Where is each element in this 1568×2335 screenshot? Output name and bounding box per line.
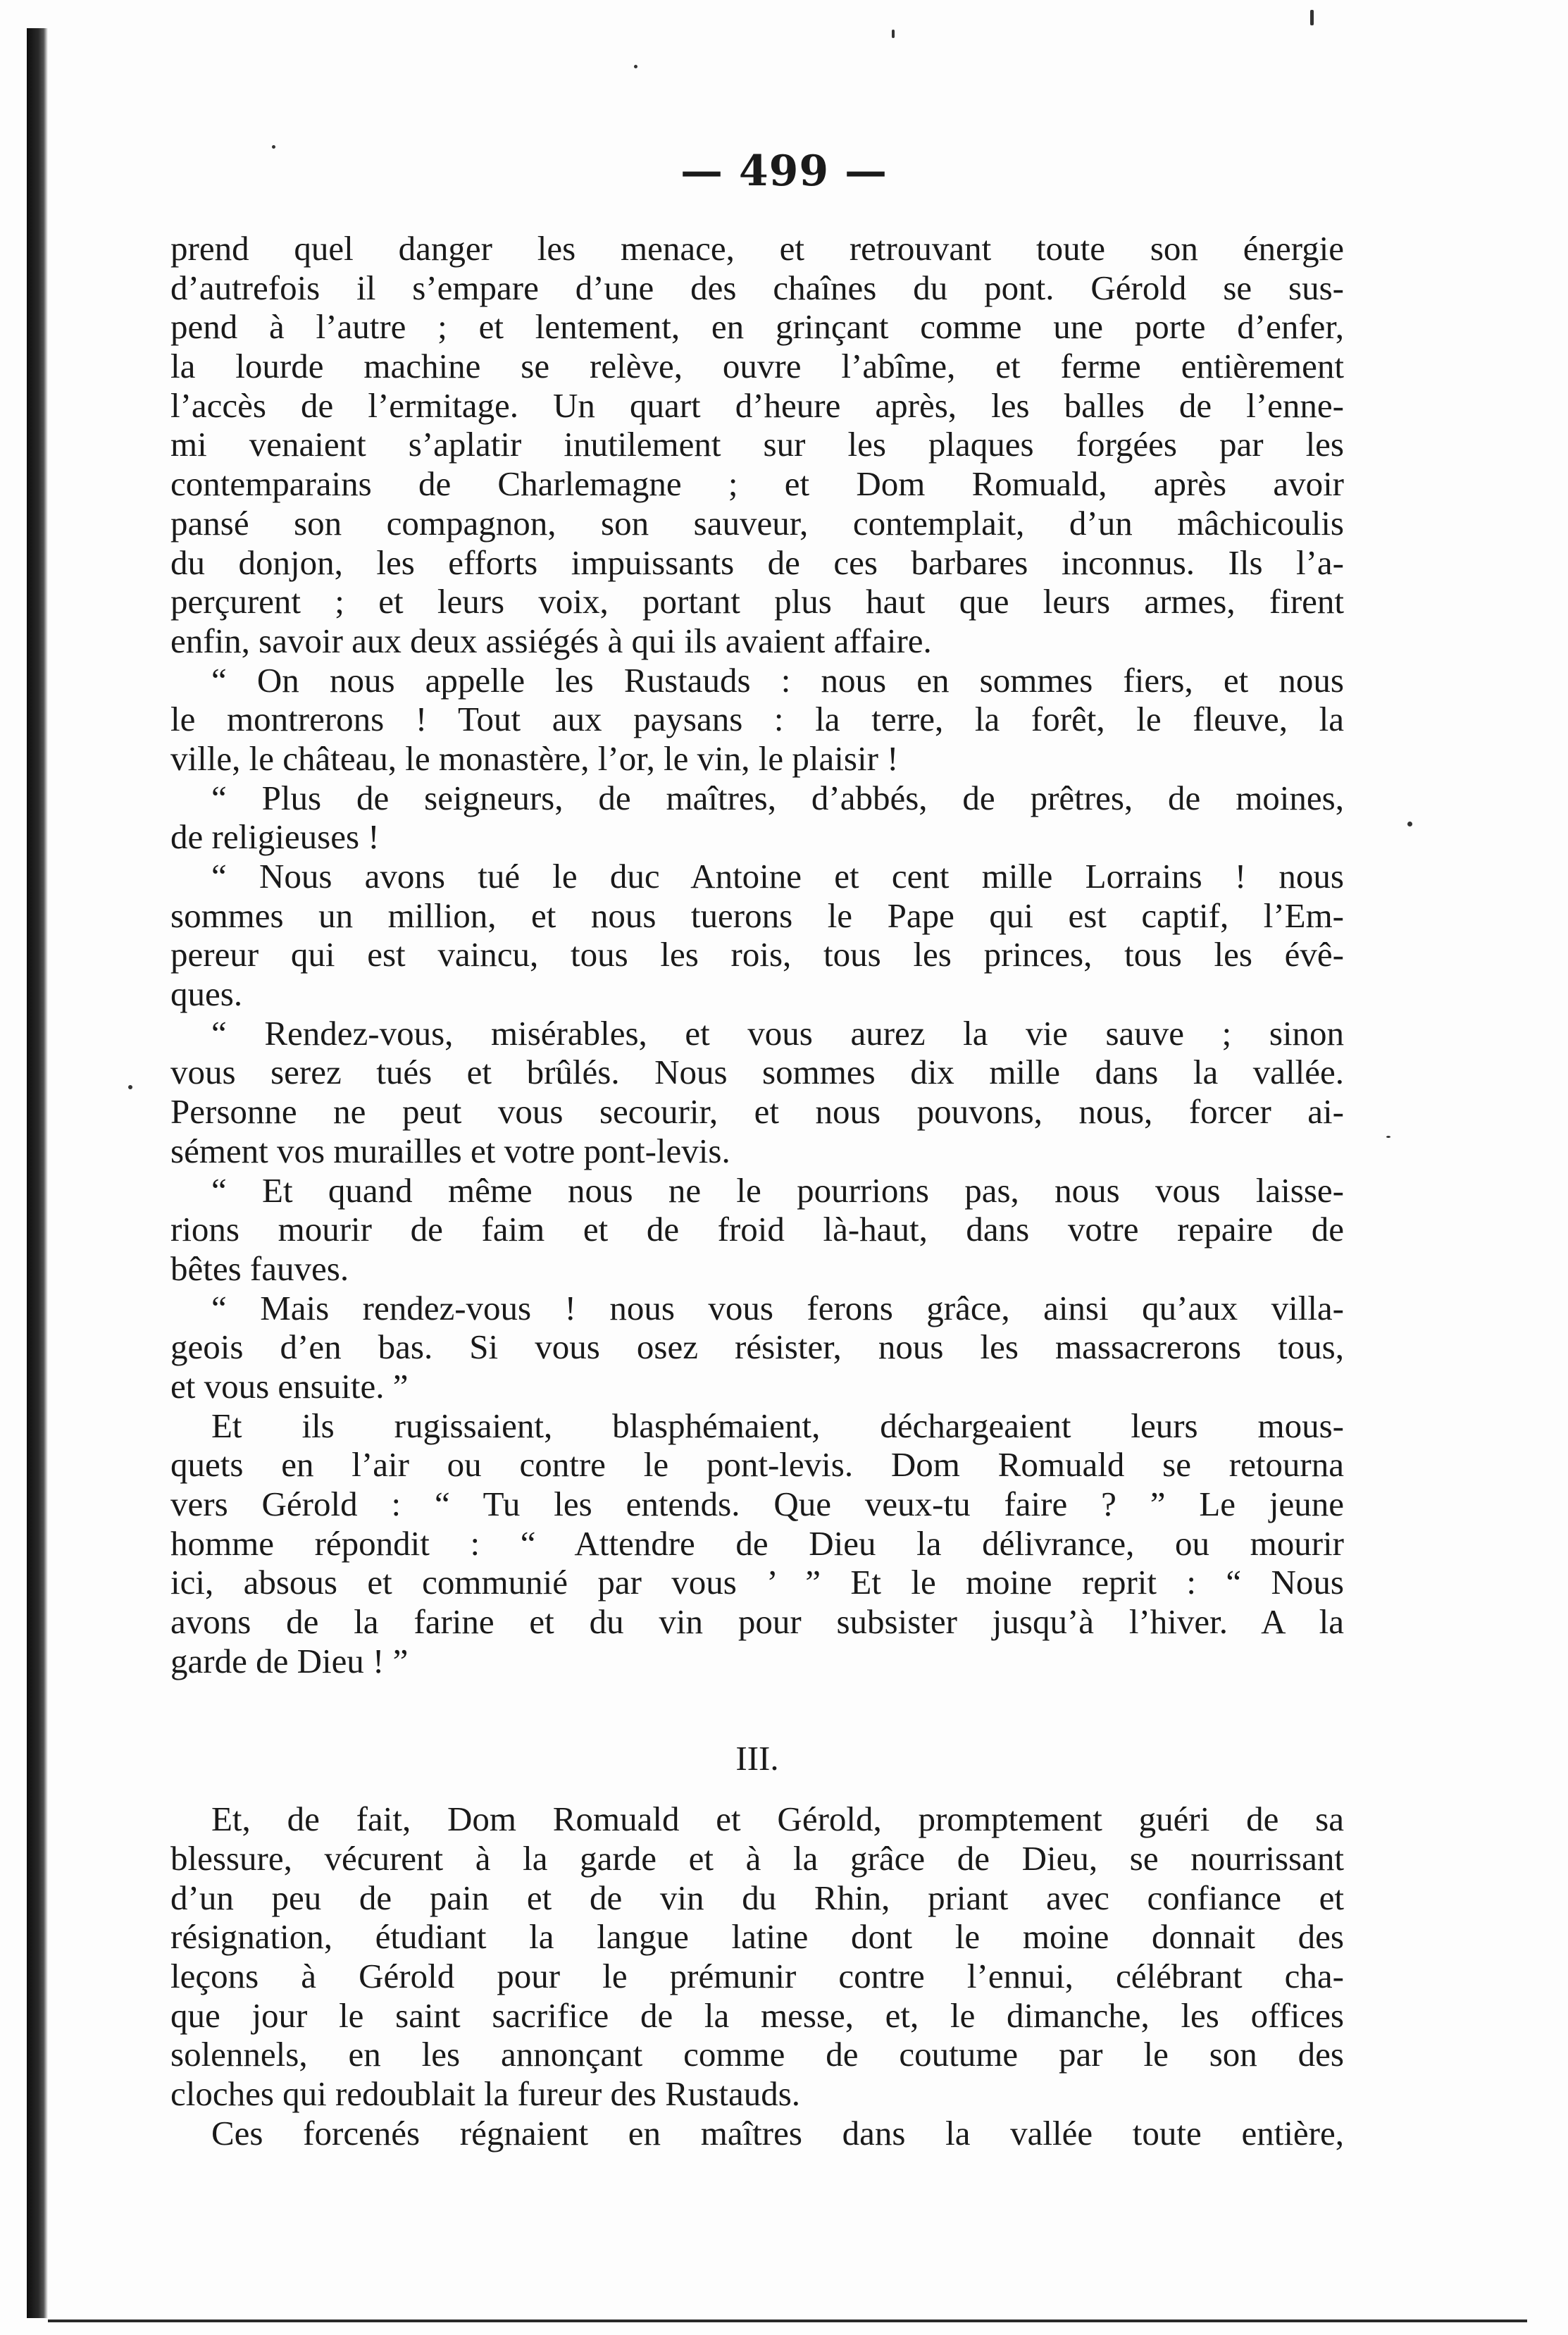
text-line: blessure, vécurent à la garde et à la grâce de Dieu, se nourrissant [170,1838,1344,1878]
scan-speck [634,65,637,68]
body-text [170,229,1344,2153]
text-line: geois d’en bas. Si vous osez résister, nous les massacrerons tous, [170,1327,1344,1367]
text-line: pend à l’autre ; et lentement, en grinçant comme une porte d’enfer, [170,307,1344,347]
text-line: bêtes fauves. [170,1249,349,1288]
bottom-edge-rule [48,2319,1527,2322]
text-line: “ Rendez-vous, misérables, et vous aurez la vie sauve ; sinon [211,1013,1344,1053]
text-line: “ Plus de seigneurs, de maîtres, d’abbés, de prêtres, de moines, [211,778,1344,817]
text-line: sommes un million, et nous tuerons le Pape qui est captif, l’Em- [170,896,1344,935]
text-line: rions mourir de faim et de froid là-haut, dans votre repaire de [170,1210,1344,1249]
text-line: “ Et quand même nous ne le pourrions pas, nous vous laisse- [211,1170,1344,1210]
spacer [170,1680,1344,1739]
text-line: garde de Dieu ! ” [170,1641,409,1680]
text-line: du donjon, les efforts impuissants de ces barbares inconnus. Ils l’a- [170,543,1344,582]
page-number: — 499 — [680,147,888,196]
scan-speck [1310,10,1314,25]
text-line: que jour le saint sacrifice de la messe, et, le dimanche, les offices [170,1995,1344,2035]
text-line: ville, le château, le monastère, l’or, le vin, le plaisir ! [170,738,899,778]
section-heading: III. [735,1739,779,1778]
text-line: le montrerons ! Tout aux paysans : la terre, la forêt, le fleuve, la [170,700,1344,739]
text-line: solennels, en les annonçant comme de coutume par le son des [170,2035,1344,2074]
text-line: “ Nous avons tué le duc Antoine et cent mille Lorrains ! nous [211,857,1344,896]
text-line: vous serez tués et brûlés. Nous sommes dix mille dans la vallée. [170,1053,1344,1092]
text-line: résignation, étudiant la langue latine dont le moine donnait des [170,1917,1344,1957]
text-line: ques. [170,974,243,1014]
text-line: vers Gérold : “ Tu les entends. Que veux-tu faire ? ” Le jeune [170,1485,1344,1523]
text-line: “ On nous appelle les Rustauds : nous en sommes fiers, et nous [211,660,1344,700]
text-line: cloches qui redoublait la fureur des Rustauds. [170,2074,801,2113]
text-line: d’autrefois il s’empare d’une des chaînes du pont. Gérold se sus- [170,268,1344,307]
text-line: avons de la farine et du vin pour subsister jusqu’à l’hiver. A la [170,1602,1344,1642]
scan-speck [1407,822,1412,826]
text-line: perçurent ; et leurs voix, portant plus haut que leurs armes, firent [170,582,1344,621]
text-line: Et ils rugissaient, blasphémaient, déchargeaient leurs mous- [211,1406,1344,1445]
text-line: pereur qui est vaincu, tous les rois, tous les princes, tous les évê- [170,935,1344,974]
text-line: prend quel danger les menace, et retrouvant toute son énergie [170,229,1344,268]
text-line: Ces forcenés régnaient en maîtres dans la vallée toute entière, [211,2113,1344,2153]
text-line: quets en l’air ou contre le pont-levis. Dom Romuald se retourna [170,1445,1344,1485]
spacer [170,1778,1344,1800]
text-line: sément vos murailles et votre pont-levis. [170,1131,730,1170]
text-line: leçons à Gérold pour le prémunir contre l’ennui, célébrant cha- [170,1956,1344,1995]
text-line: l’accès de l’ermitage. Un quart d’heure après, les balles de l’enne- [170,385,1344,425]
page-binding-edge [27,28,48,2318]
text-line: Personne ne peut vous secourir, et nous pouvons, nous, forcer ai- [170,1092,1344,1132]
text-line: enfin, savoir aux deux assiégés à qui ils avaient affaire. [170,621,932,660]
scan-speck [1386,1136,1390,1138]
text-line: ici, absous et communié par vous ’ ” Et le moine reprit : “ Nous [170,1563,1344,1602]
text-line: “ Mais rendez-vous ! nous vous ferons grâce, ainsi qu’aux villa- [211,1288,1344,1327]
text-line: mi venaient s’aplatir inutilement sur les plaques forgées par les [170,425,1344,464]
text-line: homme répondit : “ Attendre de Dieu la délivrance, ou mourir [170,1523,1344,1563]
text-line: et vous ensuite. ” [170,1366,409,1406]
text-line: contemparains de Charlemagne ; et Dom Romuald, après avoir [170,464,1344,504]
scan-speck [892,30,895,38]
text-line: pansé son compagnon, son sauveur, contemplait, d’un mâchicoulis [170,503,1344,543]
text-line: d’un peu de pain et de vin du Rhin, priant avec confiance et [170,1878,1344,1917]
scan-speck [128,1085,132,1089]
text-line: de religieuses ! [170,817,380,857]
text-line: Et, de fait, Dom Romuald et Gérold, promptement guéri de sa [211,1800,1344,1839]
text-line: la lourde machine se relève, ouvre l’abîme, et ferme entièrement [170,347,1344,386]
